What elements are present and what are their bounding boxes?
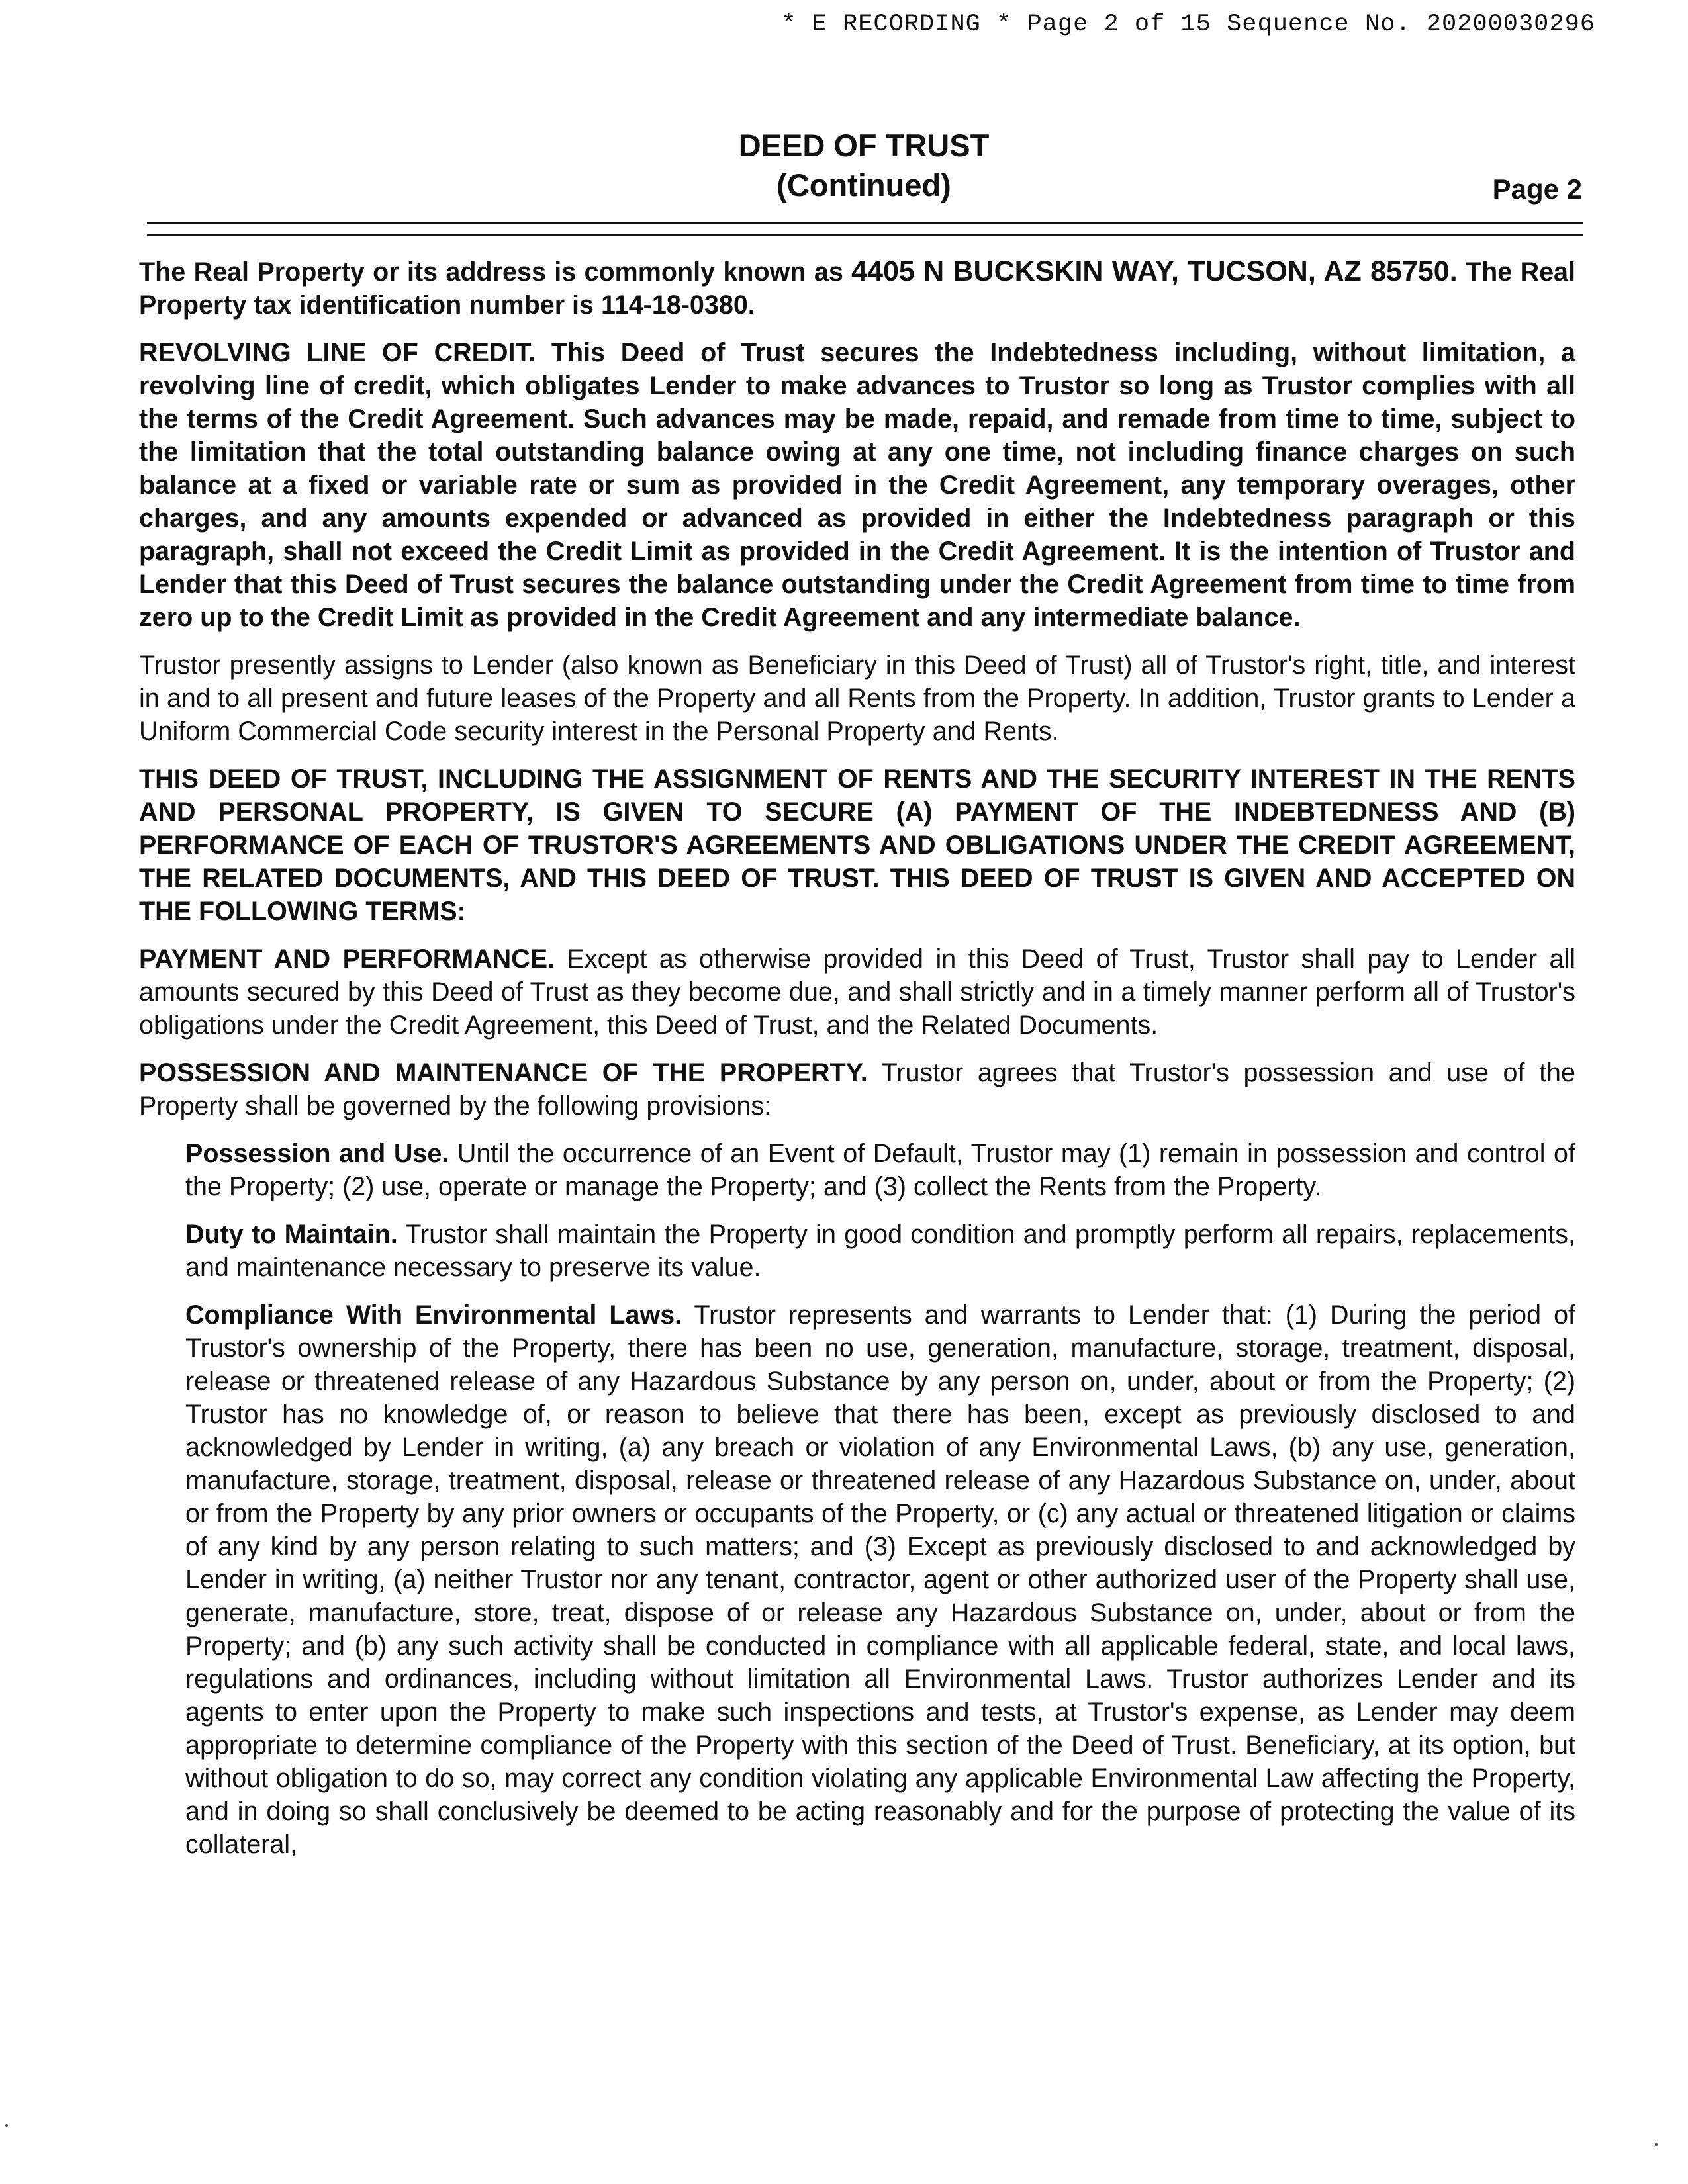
possession-use-paragraph xyxy=(185,1137,1575,1203)
tax-id-text: The Real Property tax identification number is 114-18-0380. xyxy=(139,257,1576,320)
scan-speck xyxy=(1655,2143,1658,2146)
recording-header: * E RECORDING * Page 2 of 15 Sequence No. 20200030296 xyxy=(781,11,1595,38)
page-label: Page 2 xyxy=(1492,173,1582,205)
title-line: DEED OF TRUST xyxy=(738,128,990,163)
title-subline: (Continued) xyxy=(776,167,951,203)
document-body xyxy=(139,255,1575,1876)
header-divider-top xyxy=(147,222,1583,224)
payment-performance-body: Except as otherwise provided in this Deed of Trust, Trustor shall pay to Lender all amounts secured by this Deed of Trust as they become due, and shall strictly and in a timely manner perform all of Trustor's obligations under the Credit Agreement, this Deed of Trust, and the Related Documents. xyxy=(139,944,1575,1040)
address-intro: The Real Property or its address is commonly known as xyxy=(139,257,843,287)
given-to-secure-paragraph: THIS DEED OF TRUST, INCLUDING THE ASSIGNMENT OF RENTS AND THE SECURITY INTEREST IN THE RENTS AND PERSONAL PROPERTY, IS GIVEN TO SECURE (A) PAYMENT OF THE INDEBTEDNESS AND (B) PERFORMANCE OF EACH OF TRUSTOR'S AGREEMENTS AND OBLIGATIONS UNDER THE CREDIT AGREEMENT, THE RELATED DOCUMENTS, AND THIS DEED OF TRUST. THIS DEED OF TRUST IS GIVEN AND ACCEPTED ON THE FOLLOWING TERMS: xyxy=(139,764,1575,926)
assignment-paragraph: Trustor presently assigns to Lender (also known as Beneficiary in this Deed of Trust) all of Trustor's right, title, and interest in and to all present and future leases of the Property and all Rents from the Property. In addition, Trustor grants to Lender a Uniform Commercial Code security interest in the Personal Property and Rents. xyxy=(139,651,1575,746)
possession-use-body: Until the occurrence of an Event of Default, Trustor may (1) remain in possession and control of the Property; (2) use, operate or manage the Property; and (3) collect the Rents from the Property. xyxy=(185,1139,1575,1201)
revolving-credit-heading: REVOLVING LINE OF CREDIT. xyxy=(139,338,536,367)
environmental-laws-heading: Compliance With Environmental Laws. xyxy=(185,1300,682,1330)
revolving-credit-paragraph xyxy=(139,336,1575,634)
property-address-paragraph xyxy=(139,255,1575,322)
property-address: 4405 N BUCKSKIN WAY, TUCSON, AZ 85750. xyxy=(851,255,1458,287)
possession-maintenance-body: Trustor agrees that Trustor's possession and use of the Property shall be governed by the following provisions: xyxy=(139,1058,1575,1120)
revolving-credit-body: This Deed of Trust secures the Indebtedness including, without limitation, a revolving line of credit, which obligates Lender to make advances to Trustor so long as Trustor complies with all the terms of the Credit Agreement. Such advances may be made, repaid, and remade from time to time, subject to the limitation that the total outstanding balance owing at any one time, not including finance charges on such balance at a fixed or variable rate or sum as provided in the Credit Agreement, any temporary overages, other charges, and any amounts expended or advanced as provided in either the Indebtedness paragraph or this paragraph, shall not exceed the Credit Limit as provided in the Credit Agreement. It is the intention of Trustor and Lender that this Deed of Trust secures the balance outstanding under the Credit Agreement from time to time from zero up to the Credit Limit as provided in the Credit Agreement and any intermediate balance. xyxy=(139,338,1575,632)
duty-maintain-heading: Duty to Maintain. xyxy=(185,1220,398,1249)
document-title xyxy=(0,126,1688,205)
header-divider-bottom xyxy=(147,234,1583,236)
duty-maintain-paragraph xyxy=(185,1218,1575,1284)
possession-use-heading: Possession and Use. xyxy=(185,1139,449,1168)
payment-performance-paragraph xyxy=(139,942,1575,1042)
possession-maintenance-heading: POSSESSION AND MAINTENANCE OF THE PROPERTY. xyxy=(139,1058,868,1087)
scan-speck xyxy=(5,2124,8,2127)
duty-maintain-body: Trustor shall maintain the Property in good condition and promptly perform all repairs, replacements, and maintenance necessary to preserve its value. xyxy=(185,1220,1575,1282)
environmental-laws-paragraph xyxy=(185,1298,1575,1861)
environmental-laws-body: Trustor represents and warrants to Lender that: (1) During the period of Trustor's ownership of the Property, there has been no use, generation, manufacture, storage, treatment, disposal, release or threatened release of any Hazardous Substance by any person on, under, about or from the Property; (2) Trustor has no knowledge of, or reason to believe that there has been, except as previously disclosed to and acknowledged by Lender in writing, (a) any breach or violation of any Environmental Laws, (b) any use, generation, manufacture, storage, treatment, disposal, release or threatened release of any Hazardous Substance on, under, about or from the Property by any prior owners or occupants of the Property, or (c) any actual or threatened litigation or claims of any kind by any person relating to such matters; and (3) Except as previously disclosed to and acknowledged by Lender in writing, (a) neither Trustor nor any tenant, contractor, agent or other authorized user of the Property shall use, generate, manufacture, store, treat, dispose of or release any Hazardous Substance on, under, about or from the Property; and (b) any such activity shall be conducted in compliance with all applicable federal, state, and local laws, regulations and ordinances, including without limitation all Environmental Laws. Trustor authorizes Lender and its agents to enter upon the Property to make such inspections and tests, at Trustor's expense, as Lender may deem appropriate to determine compliance of the Property with this section of the Deed of Trust. Beneficiary, at its option, but without obligation to do so, may correct any condition violating any applicable Environmental Law affecting the Property, and in doing so shall conclusively be deemed to be acting reasonably and for the purpose of protecting the value of its collateral, xyxy=(185,1300,1576,1859)
payment-performance-heading: PAYMENT AND PERFORMANCE. xyxy=(139,944,555,974)
possession-maintenance-paragraph xyxy=(139,1056,1575,1122)
